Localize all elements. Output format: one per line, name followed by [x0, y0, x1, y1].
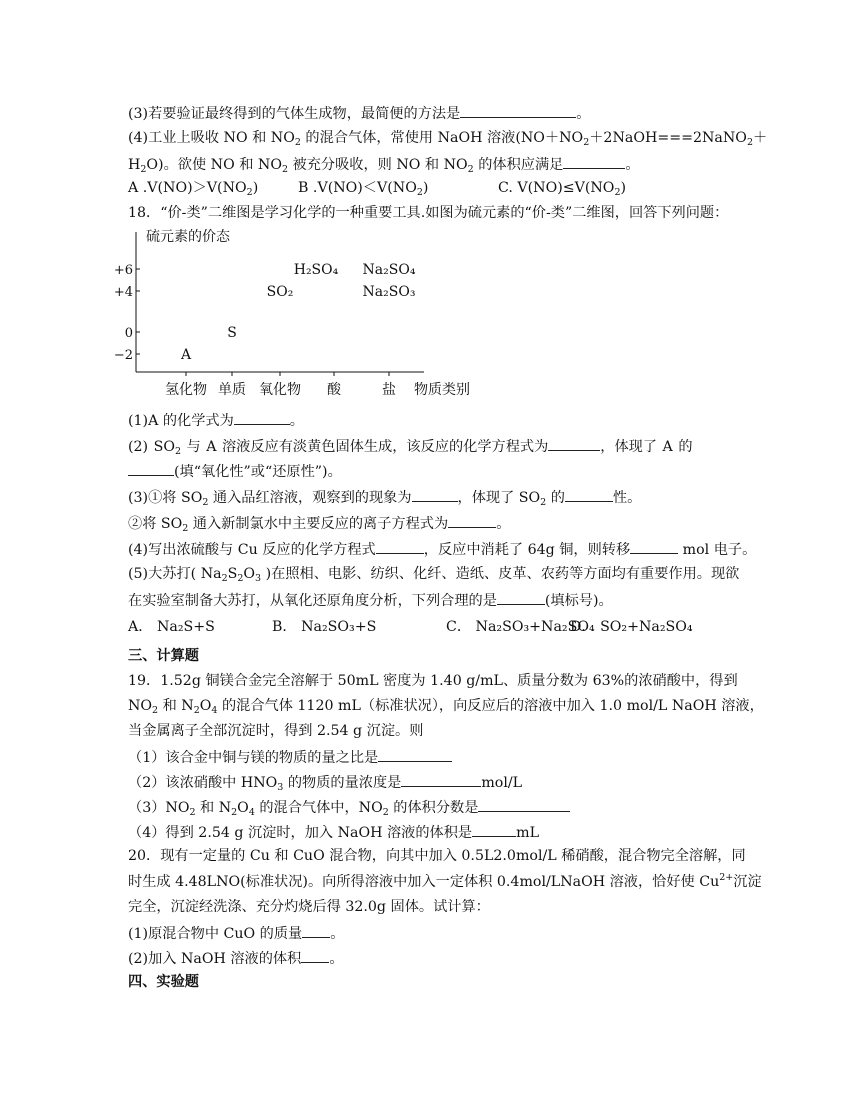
- q18-part5-line1: (5)大苏打( $Na_2S_2O_3$ )在照相、电影、纺织、化纤、造纸、皮革、农药等方面均有重要作用。现欲: [128, 566, 740, 584]
- answer-blank[interactable]: [128, 460, 174, 476]
- y-tick-label: −2: [113, 348, 133, 363]
- y-tick-label: 0: [124, 326, 133, 341]
- q18-part3-line2: ②将 $SO_2$ 通入新制氯水中主要反应的离子方程式为 。: [128, 512, 510, 534]
- q20-text: (1)原混合物中 CuO 的质量: [128, 926, 303, 942]
- q20-line3: 完全，沉淀经洗涤、充分灼烧后得 32.0g 固体。试计算：: [128, 899, 490, 915]
- q17-part4-line1: (4)工业上吸收 NO 和 $NO_2$ 的混合气体，常使用 NaOH 溶液($NO+NO_2+2NaOH===2NaNO_2+$: [128, 130, 768, 148]
- answer-blank[interactable]: [401, 771, 481, 787]
- answer-blank[interactable]: [472, 821, 516, 837]
- answer-blank[interactable]: [478, 796, 570, 812]
- data-point-label: S: [227, 325, 237, 341]
- q18-text: 。: [289, 413, 304, 429]
- q17-text: ＋: [752, 130, 768, 146]
- q20-text: 。: [329, 951, 344, 967]
- data-point-label: SO₂: [266, 284, 294, 300]
- answer-blank[interactable]: [301, 947, 329, 963]
- q18-option-d[interactable]: D． SO₂+Na₂SO₄: [570, 619, 693, 635]
- q17-part3: [128, 102, 590, 124]
- q19-text: mol/L: [481, 775, 523, 791]
- q17-text: 的混合气体，常使用 NaOH 溶液(NO＋NO: [300, 130, 584, 146]
- q18-text: 在实验室制备大苏打，从氧化还原角度分析，下列合理的是: [128, 593, 497, 609]
- option-text: A .V(NO)＞V(NO: [128, 180, 247, 196]
- q17-text: O)。欲使 NO 和 NO: [146, 157, 282, 173]
- x-axis-label: 物质类别: [414, 382, 470, 398]
- q18-text: 。: [496, 516, 511, 532]
- answer-blank[interactable]: [497, 589, 545, 605]
- q18-text: (填标号)。: [544, 593, 613, 609]
- q17-part3-text: (3)若要验证最终得到的气体生成物，最简便的方法是: [128, 106, 461, 122]
- q18-text: (2) SO: [128, 439, 175, 455]
- q17-text: (4)工业上吸收 NO 和 NO: [128, 130, 295, 146]
- q19-sub4: [128, 821, 539, 843]
- answer-blank[interactable]: [563, 153, 625, 169]
- q20-line2: [128, 872, 762, 892]
- q18-text: mol 电子。: [678, 542, 757, 558]
- q18-part2-line2: [128, 460, 342, 482]
- q18-text: (1)A 的化学式为: [128, 413, 234, 429]
- data-point-label: Na₂SO₃: [362, 284, 416, 300]
- q18-options: [128, 617, 693, 637]
- x-axis-categories: [165, 372, 396, 398]
- q18-part3-line1: (3)①将 $SO_2$ 通入品红溶液，观察到的现象为 ，体现了 $SO_2$ 的 性。: [128, 486, 641, 508]
- q18-text: O: [243, 566, 256, 582]
- q17-text: H: [128, 157, 141, 173]
- answer-blank[interactable]: [378, 746, 452, 762]
- q19-text: （3）NO: [128, 800, 190, 816]
- q19-text: 的物质的量浓度是: [283, 775, 402, 791]
- q19-text: 和 N: [195, 800, 232, 816]
- q19-sub3: $(3)NO_2$ 和 $N_2O_4$ 的混合气体中，$NO_2$ 的体积分数是: [128, 796, 570, 818]
- answer-blank[interactable]: [548, 435, 600, 451]
- q18-text: ，体现了 A 的: [600, 439, 693, 455]
- q19-line2: $NO_2$ 和 $N_2O_4$ 的混合气体 1120 mL（标准状况），向反应后的溶液中加入 1.0 mol/L NaOH 溶液，: [128, 698, 764, 716]
- q17-text: ＋2NaOH===2NaNO: [589, 130, 747, 146]
- chart-points: [180, 262, 416, 363]
- q17-text: 的体积应满足: [473, 157, 564, 173]
- q19-text: 和 N: [158, 698, 194, 714]
- q17-option-a[interactable]: A $.V(NO)>V(NO_2)$: [128, 180, 259, 198]
- valence-class-chart: [113, 224, 494, 402]
- q19-text: 的混合气体中，NO: [254, 800, 383, 816]
- q19-sub2: （2）该浓硝酸中 $HNO_3$ 的物质的量浓度是 mol/L: [128, 771, 522, 793]
- q18-intro: 18．“价-类”二维图是学习化学的一种重要工具.如图为硫元素的“价-类”二维图，回答下列问题：: [128, 205, 729, 221]
- q19-text: 的体积分数是: [388, 800, 479, 816]
- option-text: ): [252, 180, 259, 196]
- q19-text: （2）该浓硝酸中 HNO: [128, 775, 278, 791]
- q18-part2-line1: (2) $SO_2$ 与 A 溶液反应有淡黄色固体生成，该反应的化学方程式为 ，体现了 A 的: [128, 435, 693, 457]
- q18-text: 通入品红溶液，观察到的现象为: [208, 490, 412, 506]
- data-point-label: A: [180, 347, 192, 363]
- answer-blank[interactable]: [412, 486, 458, 502]
- answer-blank[interactable]: [448, 512, 496, 528]
- answer-blank[interactable]: [630, 538, 678, 554]
- q20-text: (2)加入 NaOH 溶液的体积: [128, 951, 302, 967]
- q18-text: ，体现了 SO: [457, 490, 541, 506]
- q19-line3: 当金属离子全部沉淀时，得到 2.54 g 沉淀。则: [128, 723, 424, 739]
- y-tick-label: +4: [113, 285, 133, 300]
- q17-part4-line2: $H_2O$)。欲使 NO 和 $NO_2$ 被充分吸收，则 NO 和 $NO_2$ 的体积应满足 。: [128, 153, 640, 175]
- option-text: B .V(NO)＜V(NO: [298, 180, 417, 196]
- q18-text: 与 A 溶液反应有淡黄色固体生成，该反应的化学方程式为: [181, 439, 549, 455]
- q18-part1: [128, 409, 304, 431]
- q18-option-b[interactable]: B． Na₂SO₃+S: [272, 619, 377, 635]
- q18-part5-line2: [128, 589, 613, 611]
- option-text: C. V(NO)≤V(NO: [498, 180, 615, 196]
- y-axis-label: 硫元素的价态: [146, 229, 230, 245]
- q18-part4: [128, 538, 756, 560]
- q18-text: 的: [546, 490, 565, 506]
- q18-option-a[interactable]: A． Na₂S+S: [128, 619, 215, 635]
- q19-sub1: [128, 746, 452, 768]
- answer-blank[interactable]: [302, 922, 330, 938]
- q18-text: ，反应中消耗了 64g 铜，则转移: [423, 542, 631, 558]
- q18-option-c[interactable]: C． Na₂SO₃+Na₂SO₄: [446, 619, 595, 635]
- q20-line1: 20．现有一定量的 Cu 和 CuO 混合物，向其中加入 0.5L2.0mol/L 稀硝酸，混合物完全溶解，同: [128, 848, 746, 864]
- data-point-label: Na₂SO₄: [362, 262, 416, 278]
- q20-text: 。: [330, 926, 345, 942]
- q19-text: mL: [516, 825, 539, 841]
- q20-sub2: [128, 947, 344, 969]
- charge-superscript: 2+: [719, 872, 734, 883]
- q18-text: (3)①将 SO: [128, 490, 203, 506]
- q19-text: （4）得到 2.54 g 沉淀时，加入 NaOH 溶液的体积是: [128, 825, 473, 841]
- section-heading-3: 三、计算题: [128, 648, 199, 664]
- answer-blank[interactable]: [376, 538, 424, 554]
- q20-sub1: [128, 922, 344, 944]
- section-heading-4: 四、实验题: [128, 974, 199, 990]
- q17-text: 。: [625, 157, 640, 173]
- q17-option-c[interactable]: C. $V(NO)\le V(NO_2)$: [498, 180, 627, 198]
- answer-blank[interactable]: [565, 486, 613, 502]
- x-tick-label: 单质: [218, 382, 246, 398]
- q19-text: O: [199, 698, 212, 714]
- x-tick-label: 盐: [382, 382, 396, 398]
- x-tick-label: 氢化物: [165, 382, 207, 398]
- q19-text: （1）该合金中铜与镁的物质的量之比是: [128, 750, 379, 766]
- q18-text: 通入新制氯水中主要反应的离子方程式为: [188, 516, 449, 532]
- q19-line1: 19．1.52g 铜镁合金完全溶解于 50mL 密度为 1.40 g/mL、质量分数为 63%的浓硝酸中，得到: [128, 673, 738, 689]
- x-tick-label: 酸: [327, 382, 341, 398]
- q18-text: (4)写出浓硫酸与 Cu 反应的化学方程式: [128, 542, 376, 558]
- x-tick-label: 氧化物: [259, 382, 301, 398]
- y-tick-label: +6: [113, 263, 133, 278]
- q19-text: 的混合气体 1120 mL（标准状况），向反应后的溶液中加入 1.0 mol/L NaOH 溶液，: [217, 698, 764, 714]
- q18-text: )在照相、电影、纺织、化纤、造纸、皮革、农药等方面均有重要作用。现欲: [261, 566, 740, 582]
- answer-blank[interactable]: [460, 102, 576, 118]
- q19-text: O: [237, 800, 249, 816]
- option-text: ): [422, 180, 429, 196]
- q19-text: NO: [128, 698, 153, 714]
- q18-text: (5)大苏打( Na: [128, 566, 222, 582]
- q18-text: S: [227, 566, 238, 582]
- q18-text: 性。: [612, 490, 642, 506]
- q20-text: 沉淀: [733, 874, 762, 890]
- q17-text: 被充分吸收，则 NO 和 NO: [288, 157, 468, 173]
- option-text: ): [620, 180, 627, 196]
- answer-blank[interactable]: [234, 409, 290, 425]
- q18-text: (填“氧化性”或“还原性”)。: [174, 464, 342, 480]
- q18-text: ②将 SO: [128, 516, 183, 532]
- q17-part3-end: 。: [576, 106, 591, 122]
- q17-options: [128, 178, 626, 198]
- q20-text: 时生成 4.48LNO(标准状况)。向所得溶液中加入一定体积 0.4mol/LNaOH 溶液，恰好使 Cu: [128, 874, 720, 890]
- data-point-label: H₂SO₄: [293, 262, 339, 278]
- q17-option-b[interactable]: B $.V(NO)<V(NO_2)$: [298, 180, 429, 198]
